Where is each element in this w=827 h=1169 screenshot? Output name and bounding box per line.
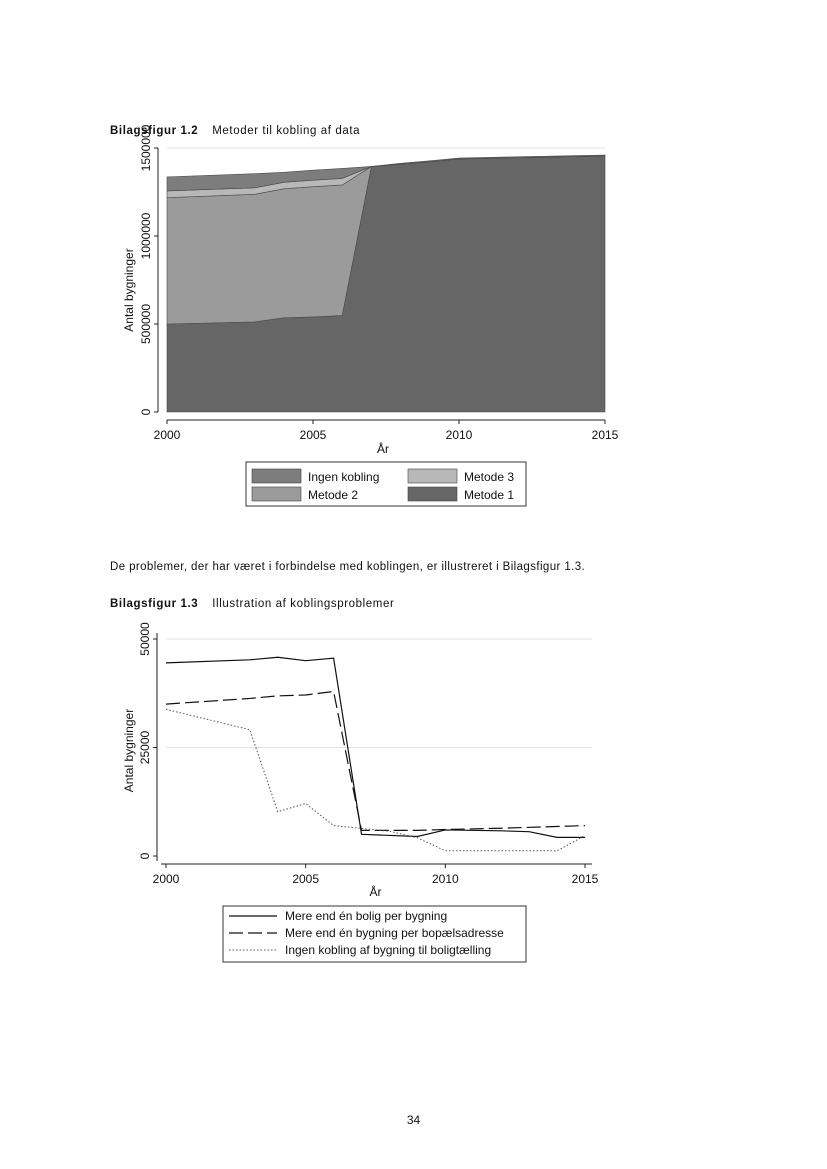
y-tick-label: 0 bbox=[138, 852, 152, 860]
legend-label: Metode 3 bbox=[464, 470, 515, 484]
x-tick-label: 2000 bbox=[152, 872, 180, 886]
y-tick-label: 500000 bbox=[139, 303, 153, 345]
y-axis-label: Antal bygninger bbox=[122, 708, 136, 793]
x-axis-label: År bbox=[369, 885, 382, 899]
legend-label: Mere end én bygning per bopælsadresse bbox=[285, 926, 504, 940]
x-tick-label: 2010 bbox=[431, 872, 459, 886]
y-tick-label: 25000 bbox=[138, 730, 152, 765]
y-axis-label: Antal bygninger bbox=[122, 248, 136, 332]
line-series bbox=[166, 709, 585, 850]
body-paragraph: De problemer, der har været i forbindelse med koblingen, er illustreret i Bilagsfigur 1.3. bbox=[110, 561, 586, 573]
x-axis-label: År bbox=[377, 442, 389, 456]
x-tick-label: 2005 bbox=[292, 872, 320, 886]
x-tick-label: 2000 bbox=[153, 428, 181, 442]
figure-title: Metoder til kobling af data bbox=[212, 125, 361, 137]
figure-number: Bilagsfigur 1.2 bbox=[110, 125, 199, 137]
line-series bbox=[166, 692, 585, 831]
x-tick-label: 2010 bbox=[445, 428, 473, 442]
x-tick-label: 2005 bbox=[299, 428, 327, 442]
y-tick-label: 50000 bbox=[138, 622, 152, 656]
y-tick-label: 1500000 bbox=[139, 124, 153, 172]
y-tick-label: 1000000 bbox=[139, 212, 153, 260]
y-tick-label: 0 bbox=[139, 408, 153, 416]
legend-label: Mere end én bolig per bygning bbox=[285, 909, 448, 923]
page-number: 34 bbox=[406, 1113, 421, 1127]
x-tick-label: 2015 bbox=[591, 428, 619, 442]
legend-label: Ingen kobling bbox=[308, 470, 380, 484]
legend bbox=[223, 906, 526, 962]
figure-title: Illustration af koblingsproblemer bbox=[212, 598, 395, 610]
x-tick-label: 2015 bbox=[571, 872, 599, 886]
legend-label: Metode 1 bbox=[464, 488, 515, 502]
figure-number: Bilagsfigur 1.3 bbox=[110, 598, 199, 610]
legend-label: Ingen kobling af bygning til boligtælling bbox=[285, 943, 492, 957]
legend-label: Metode 2 bbox=[308, 488, 359, 502]
